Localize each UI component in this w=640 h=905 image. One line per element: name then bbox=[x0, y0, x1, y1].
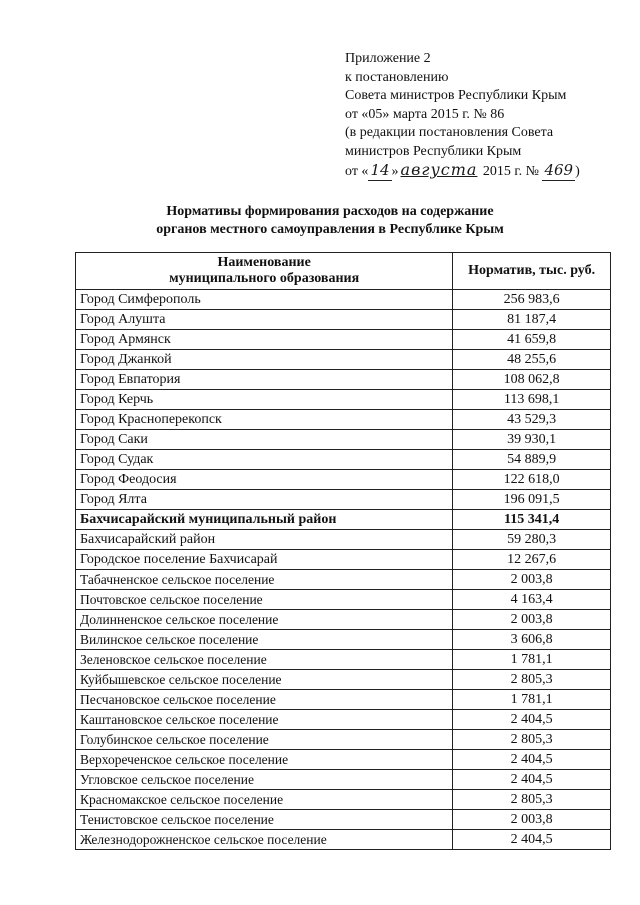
norm-value: 2 003,8 bbox=[453, 810, 611, 830]
appendix-header bbox=[345, 50, 625, 182]
table-row bbox=[76, 330, 611, 350]
table-row bbox=[76, 730, 611, 750]
table-row bbox=[76, 310, 611, 330]
norms-table bbox=[75, 252, 611, 850]
norm-value: 59 280,3 bbox=[453, 530, 611, 550]
table-row bbox=[76, 350, 611, 370]
municipality-name: Город Алушта bbox=[76, 310, 453, 330]
municipality-name: Тенистовское сельское поселение bbox=[76, 810, 453, 830]
municipality-name: Город Симферополь bbox=[76, 290, 453, 310]
table-row bbox=[76, 590, 611, 610]
norm-value: 1 781,1 bbox=[453, 650, 611, 670]
amendment-council: министров Республики Крым bbox=[345, 143, 522, 159]
resolution-date: от «05» марта 2015 г. № 86 bbox=[345, 106, 505, 122]
municipality-name: Город Евпатория bbox=[76, 370, 453, 390]
header-name-line-2: муниципального образования bbox=[169, 271, 360, 286]
table-row bbox=[76, 530, 611, 550]
table-row bbox=[76, 690, 611, 710]
norm-value: 2 404,5 bbox=[453, 750, 611, 770]
municipality-name: Верхореченское сельское поселение bbox=[76, 750, 453, 770]
municipality-name: Зеленовское сельское поселение bbox=[76, 650, 453, 670]
municipality-name: Вилинское сельское поселение bbox=[76, 630, 453, 650]
norm-value: 54 889,9 bbox=[453, 450, 611, 470]
municipality-name: Город Джанкой bbox=[76, 350, 453, 370]
title-line-1: Нормативы формирования расходов на содержание bbox=[166, 204, 494, 219]
municipality-name: Городское поселение Бахчисарай bbox=[76, 550, 453, 570]
resolution-ref: к постановлению bbox=[345, 69, 449, 85]
document-title bbox=[60, 203, 600, 239]
title-line-2: органов местного самоуправления в Республике Крым bbox=[156, 222, 504, 237]
appendix-label: Приложение 2 bbox=[345, 51, 431, 66]
norm-value: 115 341,4 bbox=[453, 510, 611, 530]
amendment-year: 2015 г. № bbox=[479, 164, 543, 179]
table-row bbox=[76, 790, 611, 810]
table-row bbox=[76, 830, 611, 850]
council-name: Совета министров Республики Крым bbox=[345, 88, 567, 103]
norm-value: 43 529,3 bbox=[453, 410, 611, 430]
norm-value: 2 404,5 bbox=[453, 770, 611, 790]
table-row bbox=[76, 390, 611, 410]
table-row bbox=[76, 550, 611, 570]
amendment-mid: » bbox=[391, 164, 399, 179]
norm-value: 2 805,3 bbox=[453, 790, 611, 810]
municipality-name: Табачненское сельское поселение bbox=[76, 570, 453, 590]
municipality-name: Бахчисарайский муниципальный район bbox=[76, 510, 453, 530]
header-norm: Норматив, тыс. руб. bbox=[453, 253, 611, 290]
table-row bbox=[76, 610, 611, 630]
handwritten-month: августа bbox=[400, 160, 478, 179]
amendment-prefix: от « bbox=[345, 164, 369, 179]
table-row bbox=[76, 710, 611, 730]
norm-value: 2 003,8 bbox=[453, 610, 611, 630]
municipality-name: Голубинское сельское поселение bbox=[76, 730, 453, 750]
norm-value: 2 003,8 bbox=[453, 570, 611, 590]
table-row bbox=[76, 450, 611, 470]
table-row bbox=[76, 650, 611, 670]
municipality-name: Красномакское сельское поселение bbox=[76, 790, 453, 810]
norm-value: 256 983,6 bbox=[453, 290, 611, 310]
norm-value: 113 698,1 bbox=[453, 390, 611, 410]
norm-value: 122 618,0 bbox=[453, 470, 611, 490]
municipality-name: Город Судак bbox=[76, 450, 453, 470]
municipality-name: Песчановское сельское поселение bbox=[76, 690, 453, 710]
norm-value: 12 267,6 bbox=[453, 550, 611, 570]
municipality-name: Железнодорожненское сельское поселение bbox=[76, 830, 453, 850]
norm-value: 196 091,5 bbox=[453, 490, 611, 510]
municipality-name: Город Красноперекопск bbox=[76, 410, 453, 430]
norm-value: 3 606,8 bbox=[453, 630, 611, 650]
table-header-row bbox=[76, 253, 611, 290]
table-row bbox=[76, 670, 611, 690]
amendment-note: (в редакции постановления Совета bbox=[345, 125, 554, 140]
table-row bbox=[76, 410, 611, 430]
norm-value: 1 781,1 bbox=[453, 690, 611, 710]
amendment-date-line bbox=[345, 161, 625, 182]
amendment-suffix: ) bbox=[575, 164, 580, 179]
municipality-name: Каштановское сельское поселение bbox=[76, 710, 453, 730]
table-row bbox=[76, 490, 611, 510]
municipality-name: Бахчисарайский район bbox=[76, 530, 453, 550]
table-row bbox=[76, 630, 611, 650]
municipality-name: Город Керчь bbox=[76, 390, 453, 410]
municipality-name: Угловское сельское поселение bbox=[76, 770, 453, 790]
header-name-line-1: Наименование bbox=[217, 255, 311, 270]
table-row bbox=[76, 370, 611, 390]
norm-value: 81 187,4 bbox=[453, 310, 611, 330]
municipality-name: Почтовское сельское поселение bbox=[76, 590, 453, 610]
norm-value: 41 659,8 bbox=[453, 330, 611, 350]
table-row bbox=[76, 430, 611, 450]
handwritten-number: 469 bbox=[544, 161, 574, 179]
table-row bbox=[76, 770, 611, 790]
norm-value: 48 255,6 bbox=[453, 350, 611, 370]
norm-value: 108 062,8 bbox=[453, 370, 611, 390]
handwritten-day: 14 bbox=[370, 161, 390, 179]
municipality-name: Долинненское сельское поселение bbox=[76, 610, 453, 630]
table-row bbox=[76, 750, 611, 770]
municipality-name: Куйбышевское сельское поселение bbox=[76, 670, 453, 690]
municipality-name: Город Феодосия bbox=[76, 470, 453, 490]
table-row-district-total bbox=[76, 510, 611, 530]
norm-value: 2 805,3 bbox=[453, 730, 611, 750]
norm-value: 39 930,1 bbox=[453, 430, 611, 450]
municipality-name: Город Ялта bbox=[76, 490, 453, 510]
norm-value: 2 404,5 bbox=[453, 830, 611, 850]
municipality-name: Город Армянск bbox=[76, 330, 453, 350]
table-row bbox=[76, 290, 611, 310]
norm-value: 2 404,5 bbox=[453, 710, 611, 730]
header-municipality bbox=[76, 253, 453, 290]
municipality-name: Город Саки bbox=[76, 430, 453, 450]
norm-value: 2 805,3 bbox=[453, 670, 611, 690]
norm-value: 4 163,4 bbox=[453, 590, 611, 610]
table-row bbox=[76, 570, 611, 590]
table-row bbox=[76, 470, 611, 490]
table-row bbox=[76, 810, 611, 830]
